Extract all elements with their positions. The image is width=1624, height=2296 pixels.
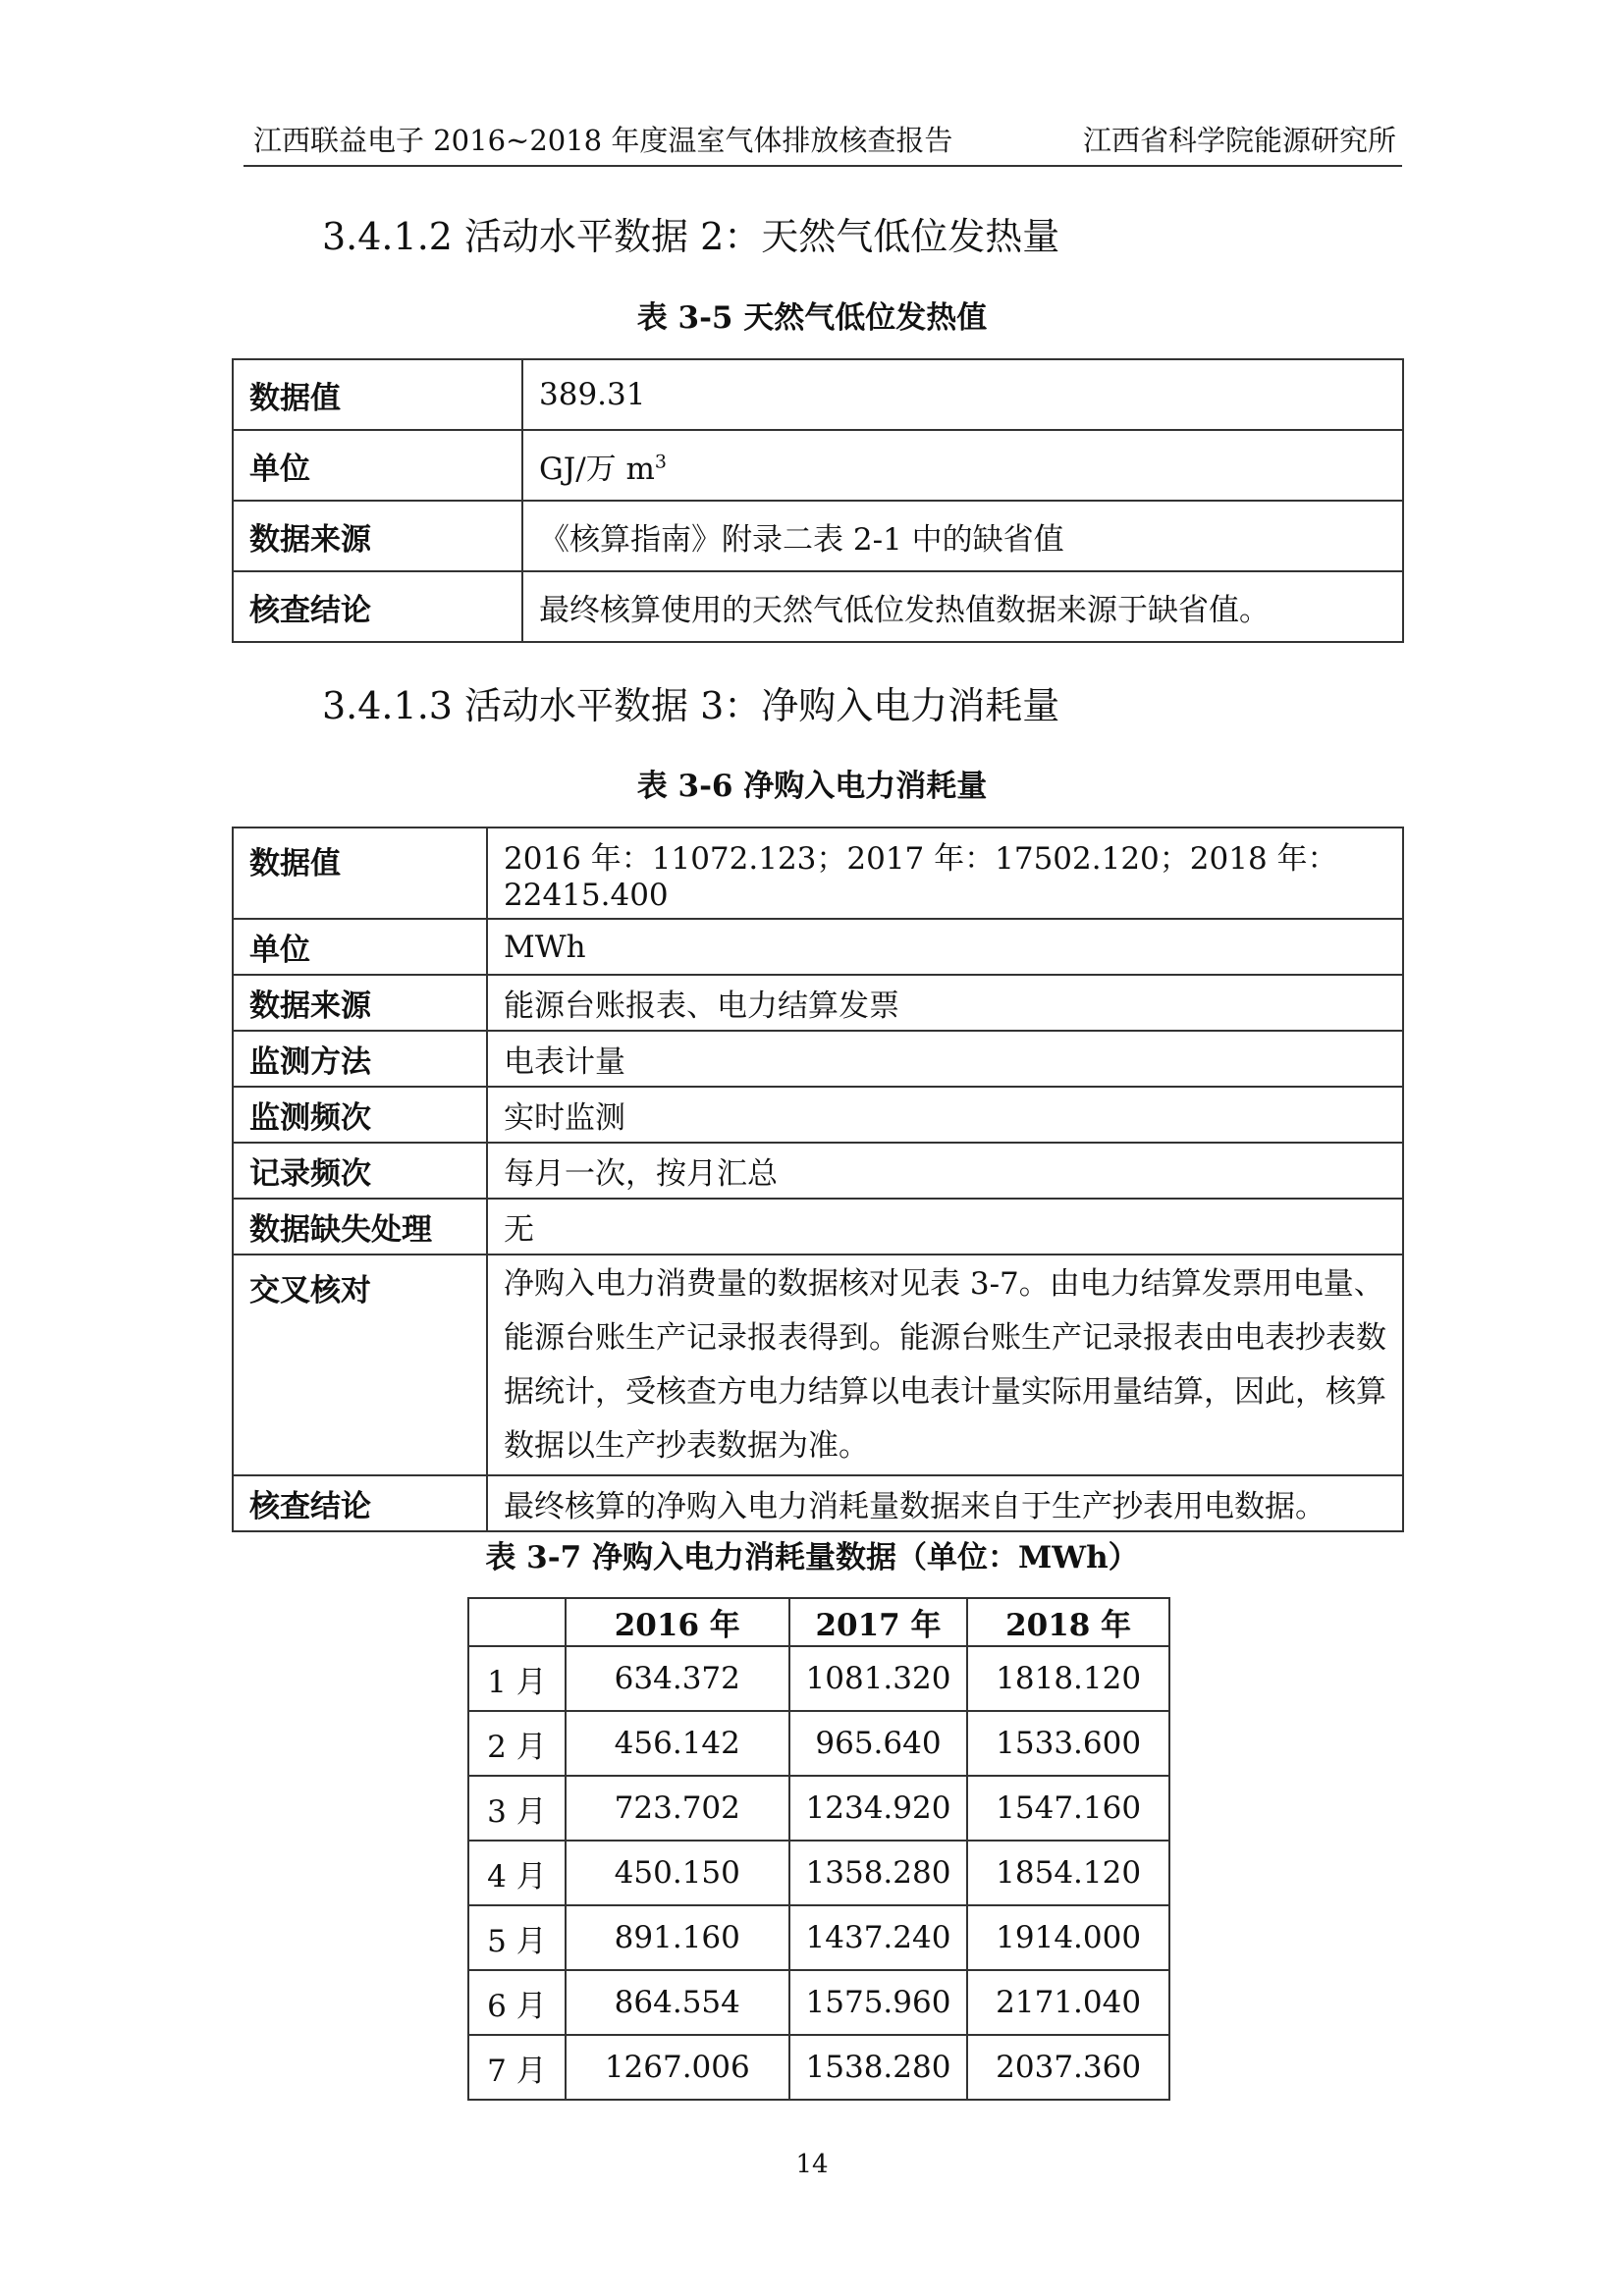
row-value: 每月一次，按月汇总	[487, 1143, 1403, 1199]
row-value: 最终核算的净购入电力消耗量数据来自于生产抄表用电数据。	[487, 1475, 1403, 1531]
row-key: 数据来源	[233, 501, 522, 571]
column-header: 2018 年	[967, 1598, 1169, 1646]
value-cell: 864.554	[566, 1970, 789, 2035]
value-cell: 1533.600	[967, 1711, 1169, 1776]
table-row	[468, 1905, 1169, 1970]
value-cell: 1358.280	[789, 1841, 968, 1905]
table-3-5	[232, 358, 1404, 643]
month-cell: 2 月	[468, 1711, 566, 1776]
row-key: 记录频次	[233, 1143, 487, 1199]
table-row	[468, 1711, 1169, 1776]
row-value: 《核算指南》附录二表 2-1 中的缺省值	[522, 501, 1403, 571]
row-value: 2016 年：11072.123；2017 年：17502.120；2018 年：22415.400	[487, 828, 1403, 919]
table-row	[468, 2035, 1169, 2100]
table-row	[233, 828, 1403, 919]
month-cell: 3 月	[468, 1776, 566, 1841]
row-key: 监测频次	[233, 1087, 487, 1143]
table-row	[233, 1143, 1403, 1199]
row-value: 电表计量	[487, 1031, 1403, 1087]
table-row	[233, 975, 1403, 1031]
value-cell: 1547.160	[967, 1776, 1169, 1841]
table-3-6	[232, 827, 1404, 1532]
header-report-title: 江西联益电子 2016~2018 年度温室气体排放核查报告	[253, 124, 953, 157]
table-row	[233, 919, 1403, 975]
row-key: 监测方法	[233, 1031, 487, 1087]
value-cell: 1081.320	[789, 1646, 968, 1711]
table-3-6-caption: 表 3-6 净购入电力消耗量	[636, 769, 988, 804]
column-header: 2016 年	[566, 1598, 789, 1646]
row-key: 核查结论	[233, 1475, 487, 1531]
table-row	[468, 1841, 1169, 1905]
value-cell: 1575.960	[789, 1970, 968, 2035]
value-cell: 1914.000	[967, 1905, 1169, 1970]
month-cell: 5 月	[468, 1905, 566, 1970]
table-row	[233, 501, 1403, 571]
value-cell: 723.702	[566, 1776, 789, 1841]
value-cell: 2171.040	[967, 1970, 1169, 2035]
table-row	[468, 1776, 1169, 1841]
page-number: 14	[795, 2150, 829, 2179]
value-cell: 1437.240	[789, 1905, 968, 1970]
month-cell: 6 月	[468, 1970, 566, 2035]
section-heading-3-4-1-2: 3.4.1.2 活动水平数据 2：天然气低位发热量	[322, 215, 1060, 258]
row-value: 无	[487, 1199, 1403, 1255]
unit-text: GJ/万 m	[539, 451, 655, 487]
table-row	[468, 1646, 1169, 1711]
table-3-7-caption: 表 3-7 净购入电力消耗量数据（单位：MWh）	[485, 1540, 1139, 1575]
table-row	[233, 1087, 1403, 1143]
value-cell: 634.372	[566, 1646, 789, 1711]
value-cell: 2037.360	[967, 2035, 1169, 2100]
table-row	[233, 571, 1403, 642]
row-key: 核查结论	[233, 571, 522, 642]
row-value: MWh	[487, 919, 1403, 975]
row-key: 数据来源	[233, 975, 487, 1031]
row-value-cross-check: 净购入电力消费量的数据核对见表 3-7。由电力结算发票用电量、能源台账生产记录报表得到。能源台账生产记录报表由电表抄表数据统计，受核查方电力结算以电表计量实际用量结算，因此，核算数据以生产抄表数据为准。	[487, 1255, 1403, 1475]
month-cell: 1 月	[468, 1646, 566, 1711]
row-value-unit	[522, 430, 1403, 501]
section-heading-3-4-1-3: 3.4.1.3 活动水平数据 3：净购入电力消耗量	[322, 684, 1060, 727]
column-header	[468, 1598, 566, 1646]
value-cell: 1854.120	[967, 1841, 1169, 1905]
table-row	[233, 1031, 1403, 1087]
month-cell: 4 月	[468, 1841, 566, 1905]
value-cell: 450.150	[566, 1841, 789, 1905]
row-key: 交叉核对	[233, 1255, 487, 1475]
row-key: 单位	[233, 919, 487, 975]
table-3-7-body	[468, 1646, 1169, 2100]
value-cell: 1267.006	[566, 2035, 789, 2100]
row-key: 单位	[233, 430, 522, 501]
table-3-5-caption: 表 3-5 天然气低位发热值	[636, 300, 988, 336]
column-header: 2017 年	[789, 1598, 968, 1646]
table-row	[233, 1199, 1403, 1255]
table-row	[233, 430, 1403, 501]
value-cell: 456.142	[566, 1711, 789, 1776]
row-key: 数据缺失处理	[233, 1199, 487, 1255]
value-cell: 1818.120	[967, 1646, 1169, 1711]
table-row	[233, 1475, 1403, 1531]
row-value: 最终核算使用的天然气低位发热值数据来源于缺省值。	[522, 571, 1403, 642]
value-cell: 1234.920	[789, 1776, 968, 1841]
row-key: 数据值	[233, 359, 522, 430]
row-value: 389.31	[522, 359, 1403, 430]
page-header	[244, 116, 1402, 167]
row-value: 能源台账报表、电力结算发票	[487, 975, 1403, 1031]
value-cell: 965.640	[789, 1711, 968, 1776]
row-key: 数据值	[233, 828, 487, 919]
unit-superscript: 3	[654, 451, 667, 473]
value-cell: 1538.280	[789, 2035, 968, 2100]
header-institute: 江西省科学院能源研究所	[1082, 124, 1396, 157]
table-3-7	[467, 1597, 1170, 2101]
value-cell: 891.160	[566, 1905, 789, 1970]
month-cell: 7 月	[468, 2035, 566, 2100]
table-row	[233, 1255, 1403, 1475]
table-row	[468, 1970, 1169, 2035]
table-row	[233, 359, 1403, 430]
row-value: 实时监测	[487, 1087, 1403, 1143]
table-header-row	[468, 1598, 1169, 1646]
